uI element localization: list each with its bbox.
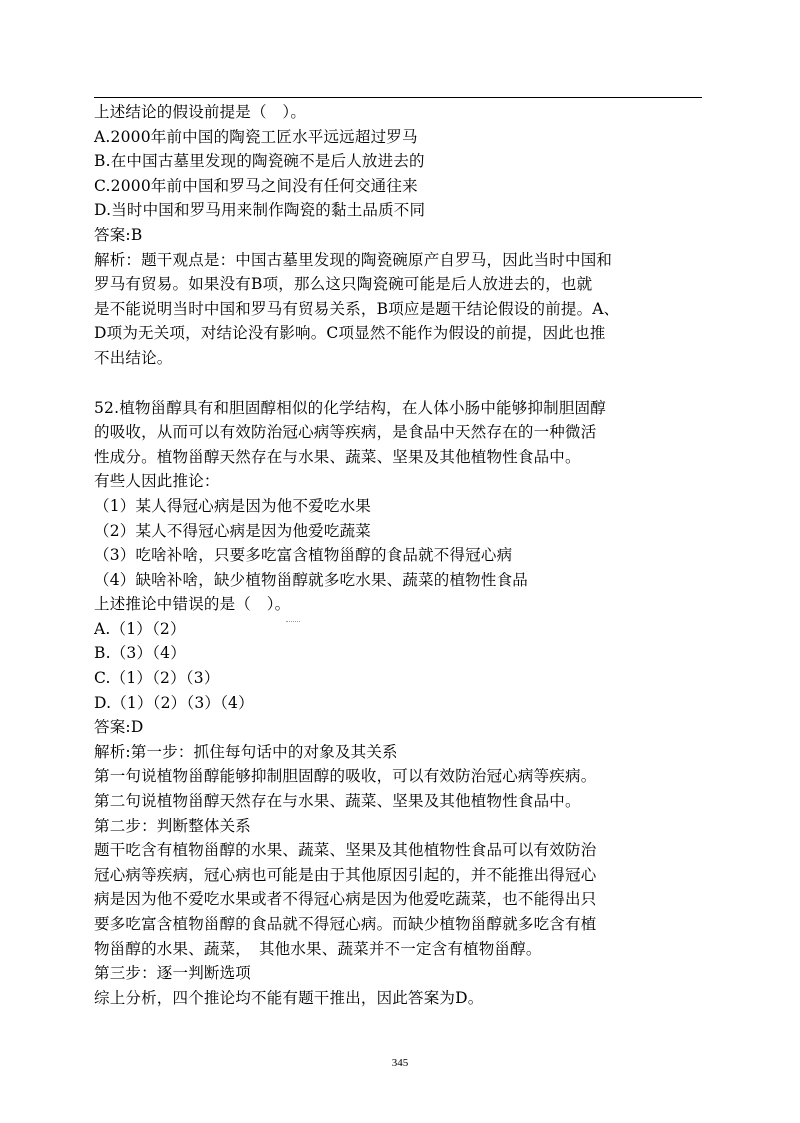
- option-d: D.（1）（2）（3）（4）: [94, 693, 254, 712]
- question-stem: 上述结论的假设前提是（ ）。: [94, 103, 307, 121]
- explanation-line: 病是因为他不爱吃水果或者不得冠心病是因为他爱吃蔬菜，也不能得出只: [94, 890, 597, 909]
- option-b: B.在中国古墓里发现的陶瓷碗不是后人放进去的: [94, 152, 425, 171]
- question-text: 的吸收，从而可以有效防治冠心病等疾病，是食品中天然存在的一种微活: [94, 423, 597, 442]
- document-body: [94, 100, 714, 1010]
- previous-question-tail: [94, 100, 714, 371]
- scan-artifact-dots: [286, 621, 300, 623]
- option-a: A.（1）（2）: [94, 619, 186, 638]
- explanation-line: 第二步：判断整体关系: [94, 816, 252, 835]
- inference-intro: 有些人因此推论：: [94, 472, 220, 491]
- explanation-line: 是不能说明当时中国和罗马有贸易关系，B项应是题干结论假设的前提。A、: [94, 299, 620, 318]
- explanation-line: 第二句说植物甾醇天然存在与水果、蔬菜、坚果及其他植物性食品中。: [94, 792, 581, 811]
- explanation-line: 物甾醇的水果、蔬菜， 其他水果、蔬菜并不一定含有植物甾醇。: [94, 939, 542, 958]
- inference-item: （2）某人不得冠心病是因为他爱吃蔬菜: [94, 521, 371, 540]
- explanation-line: 第一句说植物甾醇能够抑制胆固醇的吸收，可以有效防治冠心病等疾病。: [94, 767, 597, 786]
- option-b: B.（3）（4）: [94, 644, 186, 663]
- page-number: 345: [391, 1057, 409, 1069]
- answer: 答案:D: [94, 718, 144, 737]
- question-text: 性成分。植物甾醇天然存在与水果、蔬菜、坚果及其他植物性食品中。: [94, 447, 581, 466]
- inference-item: （1）某人得冠心病是因为他不爱吃水果: [94, 496, 371, 515]
- explanation-line: 要多吃富含植物甾醇的食品就不得冠心病。而缺少植物甾醇就多吃含有植: [94, 915, 597, 933]
- inference-item: （4）缺啥补啥，缺少植物甾醇就多吃水果、蔬菜的植物性食品: [94, 570, 528, 589]
- question-text: 52.植物甾醇具有和胆固醇相似的化学结构，在人体小肠中能够抑制胆固醇: [94, 398, 606, 417]
- paragraph-gap: [94, 371, 714, 396]
- explanation-line: 题干吃含有植物甾醇的水果、蔬菜、坚果及其他植物性食品可以有效防治: [94, 841, 597, 860]
- answer: 答案:B: [94, 225, 143, 244]
- explanation-line: 罗马有贸易。如果没有B项，那么这只陶瓷碗可能是后人放进去的，也就: [94, 275, 593, 294]
- option-a: A.2000年前中国的陶瓷工匠水平远远超过罗马: [94, 127, 418, 146]
- explanation-line: 解析：题干观点是：中国古墓里发现的陶瓷碗原产自罗马，因此当时中国和: [94, 250, 613, 269]
- header-rule: [94, 97, 702, 98]
- explanation-line: 解析:第一步：抓住每句话中的对象及其关系: [94, 742, 398, 761]
- option-c: C.2000年前中国和罗马之间没有任何交通往来: [94, 176, 418, 195]
- option-d: D.当时中国和罗马用来制作陶瓷的黏土品质不同: [94, 201, 426, 220]
- inference-item: （3）吃啥补啥，只要多吃富含植物甾醇的食品就不得冠心病: [94, 546, 513, 565]
- explanation-line: 不出结论。: [94, 348, 173, 367]
- explanation-line: 冠心病等疾病，冠心病也可能是由于其他原因引起的，并不能推出得冠心: [94, 865, 597, 884]
- explanation-line: 第三步：逐一判断选项: [94, 964, 252, 983]
- explanation-line: 综上分析，四个推论均不能有题干推出，因此答案为D。: [94, 988, 484, 1007]
- option-c: C.（1）（2）（3）: [94, 669, 220, 688]
- question-52: [94, 396, 714, 1011]
- question-stem: 上述推论中错误的是（ ）。: [94, 595, 291, 614]
- explanation-line: D项为无关项，对结论没有影响。C项显然不能作为假设的前提，因此也推: [94, 324, 606, 343]
